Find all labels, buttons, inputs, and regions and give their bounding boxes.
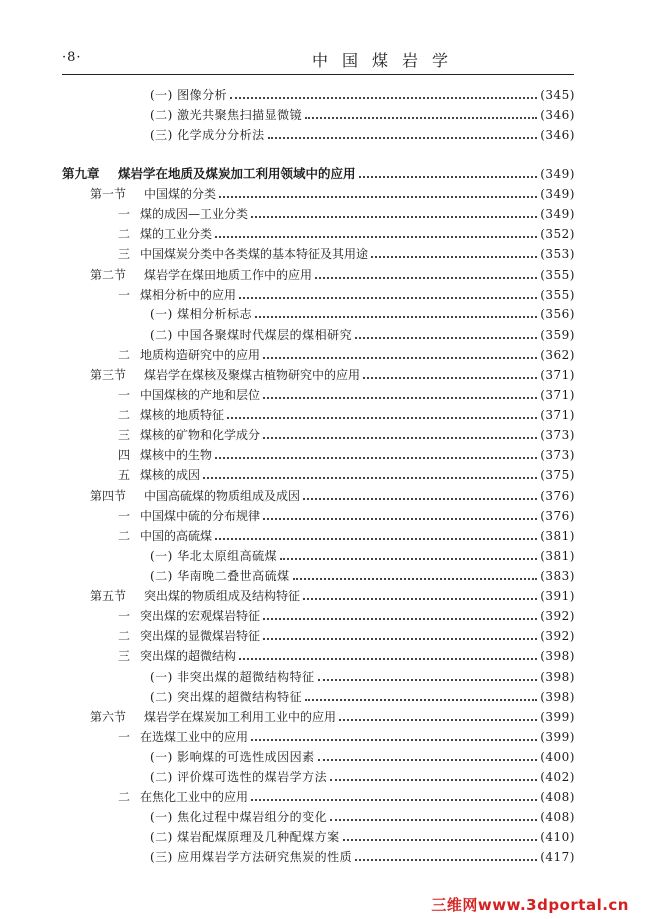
dot-leader — [255, 316, 537, 318]
toc-entry-title: (二) 华南晚二叠世高硫煤 — [150, 569, 290, 583]
toc-entry-page: (359) — [540, 328, 575, 342]
watermark: 三维网www.3dportal.cn — [431, 896, 629, 914]
dot-leader — [239, 297, 537, 299]
toc-entry-label — [90, 489, 300, 503]
toc-entry-label — [118, 529, 212, 543]
toc-entry-label — [118, 388, 260, 402]
toc-entry-label — [118, 408, 224, 422]
dot-leader — [263, 397, 537, 399]
toc-entry-number: 一 — [118, 207, 131, 221]
toc-entry — [150, 846, 575, 864]
toc-entry-page: (375) — [540, 468, 575, 482]
toc-entry-title: (一) 焦化过程中煤岩组分的变化 — [150, 810, 328, 824]
toc-entry-page: (371) — [540, 408, 575, 422]
dot-leader — [227, 417, 537, 419]
toc-entry-label — [118, 509, 260, 523]
toc-entry-title: (三) 化学成分分析法 — [150, 128, 265, 142]
toc-entry — [118, 404, 575, 422]
toc-entry-title: (二) 煤岩配煤原理及几种配煤方案 — [150, 830, 340, 844]
toc-entry-title: 中国煤中硫的分布规律 — [140, 509, 261, 523]
dot-leader — [355, 859, 537, 861]
dot-leader — [280, 558, 537, 560]
toc-entry — [118, 625, 575, 643]
toc-entry-page: (362) — [540, 348, 575, 362]
toc-entry-number: 第二节 — [90, 268, 127, 282]
toc-entry-title: 突出煤的显微煤岩特征 — [140, 629, 261, 643]
toc-entry-label — [118, 468, 200, 482]
toc-entry — [118, 786, 575, 804]
toc-entry-title: 煤岩学在地质及煤炭加工利用领域中的应用 — [118, 166, 356, 181]
dot-leader — [263, 618, 537, 620]
toc-entry — [118, 344, 575, 362]
toc-entry-title: 中国煤核的产地和层位 — [140, 388, 261, 402]
book-title: 中国煤岩学 — [312, 51, 463, 70]
toc-entry — [150, 124, 575, 142]
dot-leader — [318, 759, 538, 761]
toc-entry — [150, 84, 575, 102]
dot-leader — [215, 457, 537, 459]
dot-leader — [355, 337, 537, 339]
toc-entry-label — [150, 328, 352, 342]
toc-entry-page: (381) — [540, 549, 575, 563]
toc-entry-title: 中国煤的分类 — [144, 187, 217, 201]
toc-entry-title: 突出煤的宏观煤岩特征 — [140, 609, 261, 623]
toc-entry-number: 一 — [118, 509, 131, 523]
dot-leader — [315, 277, 537, 279]
toc-entry-page: (392) — [540, 629, 575, 643]
toc-entry-number: 二 — [118, 408, 131, 422]
dot-leader — [263, 518, 537, 520]
toc-entry-title: (二) 评价煤可选性的煤岩学方法 — [150, 770, 328, 784]
toc-entry-page: (402) — [540, 770, 575, 784]
toc-entry-number: 三 — [118, 649, 131, 663]
toc-entry-title: 煤相分析中的应用 — [140, 288, 237, 302]
toc-entry-page: (398) — [540, 690, 575, 704]
toc-entry-label — [62, 167, 356, 181]
toc-entry — [90, 183, 575, 201]
toc-entry-label — [90, 368, 360, 382]
toc-entry-page: (417) — [540, 850, 575, 864]
toc-entry-label — [118, 609, 260, 623]
toc-entry — [90, 706, 575, 724]
dot-leader — [293, 578, 538, 580]
toc-entry-title: 在焦化工业中的应用 — [140, 790, 249, 804]
toc-entry-page: (355) — [540, 268, 575, 282]
toc-entry-number: 二 — [118, 790, 131, 804]
dot-leader — [363, 377, 537, 379]
toc-entry-title: 中国高硫煤的物质组成及成因 — [144, 489, 301, 503]
toc-entry-label — [118, 247, 368, 261]
toc-entry — [118, 284, 575, 302]
toc-entry-number: 一 — [118, 388, 131, 402]
toc-entry — [150, 826, 575, 844]
toc-entry-page: (356) — [540, 307, 575, 321]
toc-entry — [90, 264, 575, 282]
toc-entry-label — [150, 810, 327, 824]
toc-entry-title: 煤的成因—工业分类 — [140, 207, 249, 221]
toc-entry — [90, 364, 575, 382]
toc-entry-number: 二 — [118, 348, 131, 362]
toc-entry — [118, 243, 575, 261]
toc-entry-page: (383) — [540, 569, 575, 583]
toc-entry-page: (349) — [540, 207, 575, 221]
toc-entry-number: 第九章 — [62, 166, 100, 181]
toc-entry-number: 第一节 — [90, 187, 127, 201]
dot-leader — [203, 477, 537, 479]
dot-leader — [215, 236, 537, 238]
toc-entry-title: (二) 中国各聚煤时代煤层的煤相研究 — [150, 328, 353, 342]
toc-entry-label — [150, 770, 327, 784]
toc-entry-label — [90, 589, 300, 603]
toc-entry-title: 煤岩学在煤核及聚煤古植物研究中的应用 — [144, 368, 361, 382]
toc-entry-number: 第五节 — [90, 589, 127, 603]
dot-leader — [263, 638, 537, 640]
dot-leader — [359, 176, 538, 178]
toc-entry-number: 一 — [118, 609, 131, 623]
dot-leader — [239, 658, 537, 660]
toc-entry — [62, 163, 575, 181]
toc-entry-label — [118, 790, 248, 804]
toc-entry — [150, 686, 575, 704]
toc-entry — [118, 444, 575, 462]
toc-entry — [150, 806, 575, 824]
toc-entry-label — [90, 187, 216, 201]
toc-entry — [118, 203, 575, 221]
toc-entry-page: (408) — [540, 790, 575, 804]
toc-entry-label — [118, 649, 236, 663]
dot-leader — [263, 357, 537, 359]
toc-entry-title: 煤的工业分类 — [140, 227, 213, 241]
toc-entry-label — [150, 750, 315, 764]
toc-entry-number: 三 — [118, 428, 131, 442]
toc-entry-label — [118, 348, 260, 362]
toc-entry-page: (371) — [540, 388, 575, 402]
dot-leader — [230, 97, 537, 99]
toc-entry — [150, 766, 575, 784]
toc-entry — [150, 666, 575, 684]
toc-entry — [150, 565, 575, 583]
dot-leader — [303, 498, 537, 500]
toc-entry — [118, 505, 575, 523]
toc-entry-title: (一) 图像分析 — [150, 88, 228, 102]
toc-entry-title: 突出煤的物质组成及结构特征 — [144, 589, 301, 603]
toc-entry-label — [118, 730, 248, 744]
dot-leader — [303, 598, 537, 600]
toc-entry-page: (392) — [540, 609, 575, 623]
toc-entry-title: 煤岩学在煤炭加工利用工业中的应用 — [144, 710, 337, 724]
toc-entry — [150, 324, 575, 342]
toc-entry-title: 煤核的矿物和化学成分 — [140, 428, 261, 442]
toc-entry — [118, 384, 575, 402]
toc-entry-label — [150, 307, 252, 321]
toc-entry — [118, 726, 575, 744]
dot-leader — [251, 739, 537, 741]
toc-entry — [150, 545, 575, 563]
dot-leader — [268, 137, 538, 139]
toc-entry — [90, 485, 575, 503]
toc-entry-number: 第六节 — [90, 710, 127, 724]
toc-entry-number: 一 — [118, 288, 131, 302]
toc-entry-label — [150, 88, 227, 102]
toc-entry-page: (373) — [540, 448, 575, 462]
toc-entry-title: 在选煤工业中的应用 — [140, 730, 249, 744]
toc-entry-title: (三) 应用煤岩学方法研究焦炭的性质 — [150, 850, 353, 864]
toc-entry-page: (346) — [540, 128, 575, 142]
dot-leader — [330, 779, 537, 781]
toc-entry-page: (399) — [540, 730, 575, 744]
toc-entry — [118, 605, 575, 623]
toc-entry-page: (399) — [540, 710, 575, 724]
toc-entry-page: (381) — [540, 529, 575, 543]
toc-entry-label — [150, 830, 340, 844]
toc-entry-number: 二 — [118, 629, 131, 643]
dot-leader — [305, 117, 537, 119]
toc-entry — [90, 585, 575, 603]
dot-leader — [339, 719, 537, 721]
toc-entry-number: 四 — [118, 448, 131, 462]
toc-entry-page: (349) — [540, 167, 575, 181]
toc-entry-label — [150, 690, 302, 704]
toc-entry — [118, 424, 575, 442]
toc-entry-number: 二 — [118, 227, 131, 241]
toc-entry — [118, 464, 575, 482]
toc-entry-number: 二 — [118, 529, 131, 543]
toc-entry-number: 第三节 — [90, 368, 127, 382]
toc-entry-page: (345) — [540, 88, 575, 102]
toc-entry-title: 煤核中的生物 — [140, 448, 213, 462]
toc-entry-number: 三 — [118, 247, 131, 261]
toc-entry-title: (一) 煤相分析标志 — [150, 307, 253, 321]
toc-entry-label — [150, 549, 277, 563]
toc-entry-page: (353) — [540, 247, 575, 261]
toc-entry — [118, 525, 575, 543]
toc-entry-page: (398) — [540, 649, 575, 663]
toc-entry-page: (355) — [540, 288, 575, 302]
toc-entry-page: (400) — [540, 750, 575, 764]
dot-leader — [263, 437, 537, 439]
toc-entry-title: 中国煤炭分类中各类煤的基本特征及其用途 — [140, 247, 369, 261]
toc-entry-title: (二) 激光共聚焦扫描显微镜 — [150, 108, 303, 122]
dot-leader — [318, 679, 538, 681]
toc-entry — [150, 303, 575, 321]
toc-entry-label — [118, 207, 248, 221]
toc-entry-title: (一) 华北太原组高硫煤 — [150, 549, 278, 563]
toc-entry-number: 第四节 — [90, 489, 127, 503]
toc-entry — [118, 645, 575, 663]
toc-entry-title: (一) 影响煤的可选性成因因素 — [150, 750, 315, 764]
toc-entry-label — [118, 288, 236, 302]
toc-entry-title: 煤核的地质特征 — [140, 408, 225, 422]
dot-leader — [371, 256, 537, 258]
toc-entry-label — [90, 268, 312, 282]
dot-leader — [215, 538, 537, 540]
dot-leader — [330, 819, 537, 821]
toc-entry-title: 突出煤的超微结构 — [140, 649, 237, 663]
toc-entry-label — [118, 428, 260, 442]
toc-entry-page: (371) — [540, 368, 575, 382]
toc-entry-page: (373) — [540, 428, 575, 442]
toc-entry-title: 煤核的成因 — [140, 468, 201, 482]
dot-leader — [219, 196, 537, 198]
dot-leader — [343, 839, 538, 841]
toc-entry-number: 五 — [118, 468, 131, 482]
toc-entry-page: (408) — [540, 810, 575, 824]
toc-entry-title: 地质构造研究中的应用 — [140, 348, 261, 362]
toc-entry — [150, 746, 575, 764]
toc-entry-page: (376) — [540, 509, 575, 523]
toc-entry-label — [150, 850, 352, 864]
toc-entry-label — [150, 569, 290, 583]
toc-entry-page: (346) — [540, 108, 575, 122]
toc-entry-page: (349) — [540, 187, 575, 201]
toc-entry-page: (391) — [540, 589, 575, 603]
toc-entry-page: (398) — [540, 670, 575, 684]
toc-entry-label — [118, 629, 260, 643]
toc-entry-title: (二) 突出煤的超微结构特征 — [150, 690, 303, 704]
toc-entry-page: (410) — [540, 830, 575, 844]
toc-entry — [150, 104, 575, 122]
dot-leader — [305, 699, 537, 701]
dot-leader — [251, 216, 537, 218]
dot-leader — [251, 799, 537, 801]
toc-entry-page: (352) — [540, 227, 575, 241]
toc-entry-label — [118, 227, 212, 241]
toc-entry-label — [150, 128, 265, 142]
toc-entry-label — [118, 448, 212, 462]
page-number: ·8· — [62, 50, 82, 65]
toc-entry-label — [150, 670, 315, 684]
toc-entry — [118, 223, 575, 241]
toc-entry-title: 中国的高硫煤 — [140, 529, 213, 543]
toc-entry-label — [90, 710, 336, 724]
toc-entry-number: 一 — [118, 730, 131, 744]
toc-entry-title: (一) 非突出煤的超微结构特征 — [150, 670, 315, 684]
toc-entry-label — [150, 108, 302, 122]
toc-entry-title: 煤岩学在煤田地质工作中的应用 — [144, 268, 313, 282]
toc-entry-page: (376) — [540, 489, 575, 503]
